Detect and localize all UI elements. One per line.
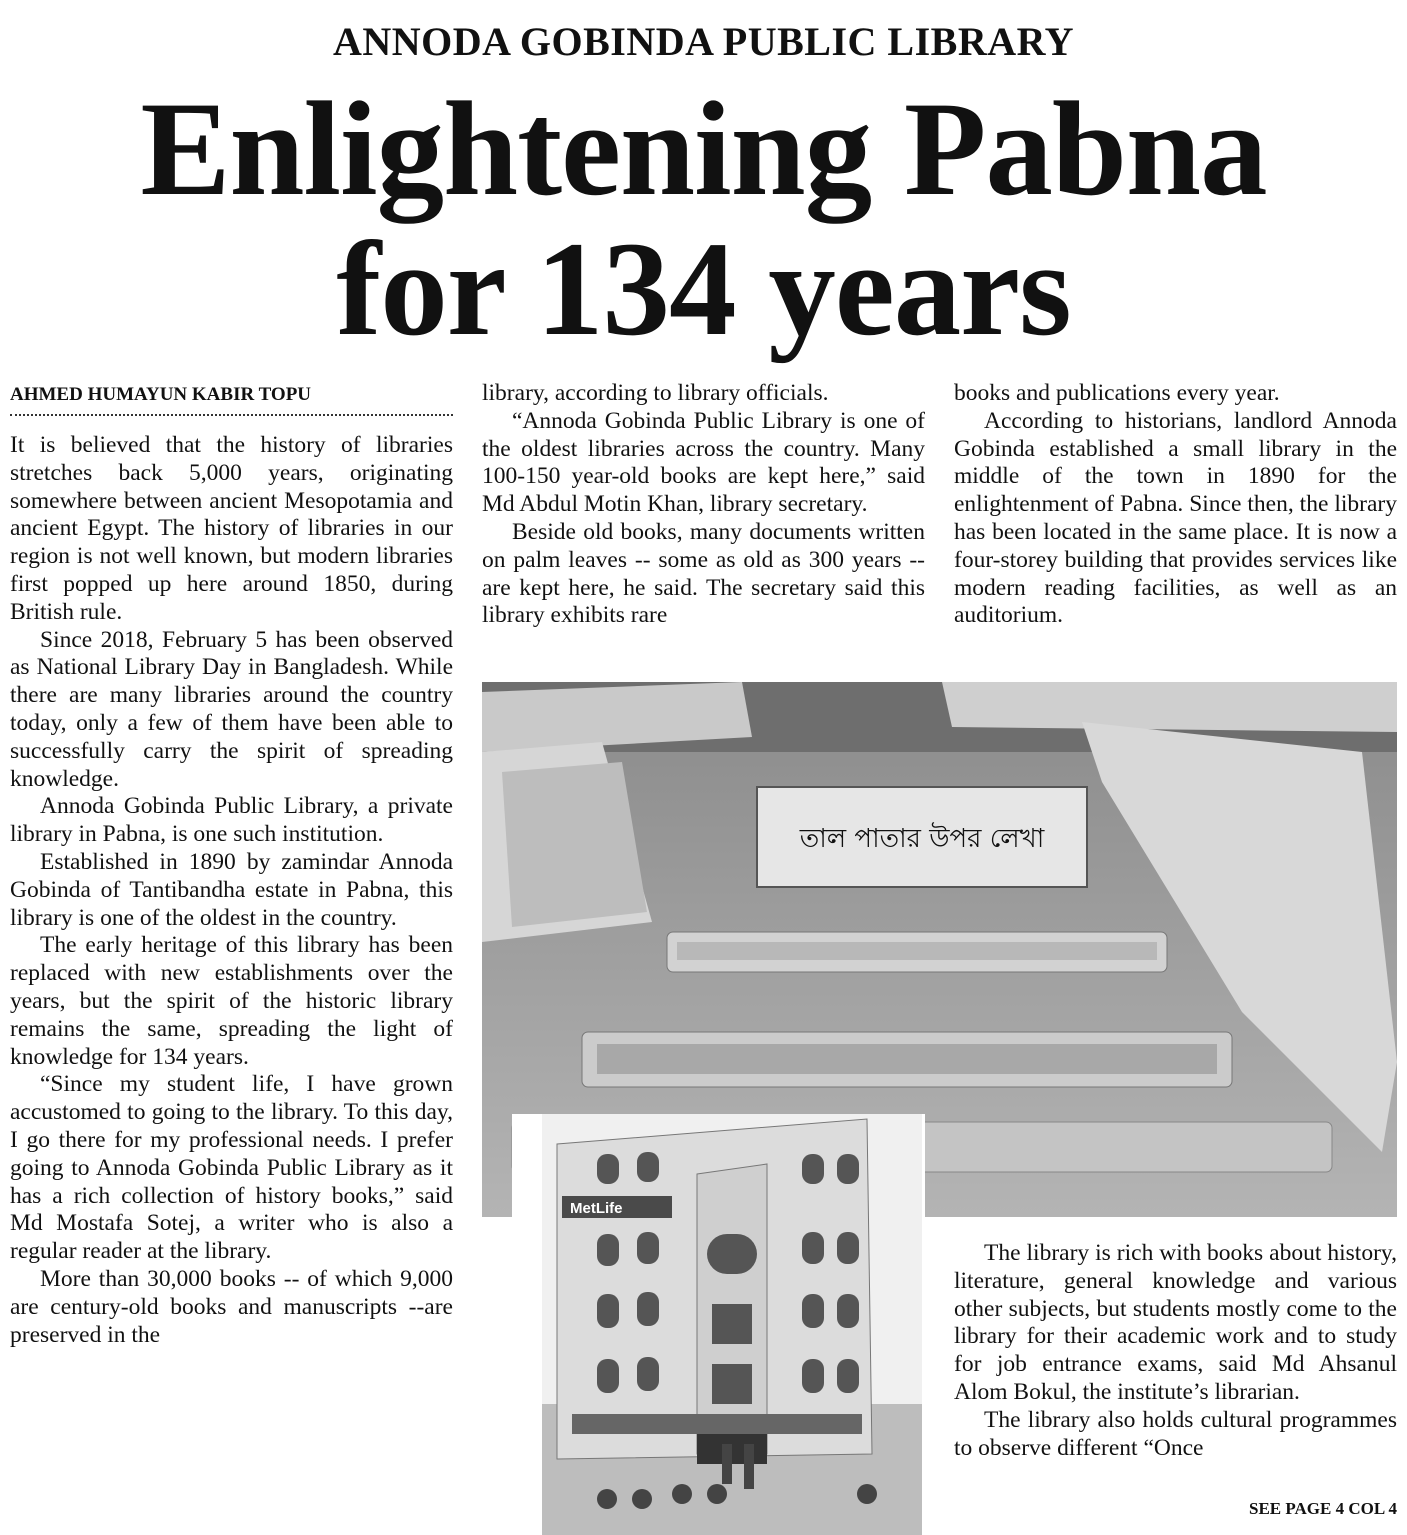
- building-shop-sign: MetLife: [570, 1200, 623, 1217]
- article-column-3-bottom: [954, 1240, 1397, 1502]
- byline: AHMED HUMAYUN KABIR TOPU: [10, 384, 453, 416]
- paragraph: books and publications every year.: [954, 380, 1280, 406]
- paragraph: The library also holds cultural programmes to observe different “Once: [954, 1406, 1397, 1461]
- library-building-photo: [512, 1114, 925, 1535]
- exhibit-sign-text: তাল পাতার উপর লেখা: [799, 824, 1045, 854]
- library-building-illustration: [512, 1114, 925, 1535]
- paragraph: Since 2018, February 5 has been observed as National Library Day in Bangladesh. While there are many libraries around the country today, only a few of them have been able to successfully carry the spirit of spreading knowledge.: [10, 626, 453, 792]
- paragraph: library, according to library officials.: [482, 380, 829, 406]
- paragraph: More than 30,000 books -- of which 9,000 are century-old books and manuscripts --are preserved in the: [10, 1265, 453, 1348]
- paragraph: Established in 1890 by zamindar Annoda Gobinda of Tantibandha estate in Pabna, this library is one of the oldest in the country.: [10, 848, 453, 931]
- headline-line-1: Enlightening Pabna: [140, 75, 1267, 224]
- jump-line: SEE PAGE 4 COL 4: [1249, 1499, 1397, 1518]
- paragraph: “Annoda Gobinda Public Library is one of the oldest libraries across the country. Many 100-150 year-old books are kept here,” said Md Abdul Motin Khan, library secretary.: [482, 407, 925, 518]
- paragraph: According to historians, landlord Annoda Gobinda established a small library in the middle of the town in 1890 for the enlightenment of Pabna. Since then, the library has been located in the same place. It is now a four-storey building that provides services like modern reading facilities, as well as an auditorium.: [954, 407, 1397, 629]
- paragraph: The early heritage of this library has been replaced with new establishments over the years, but the spirit of the historic library remains the same, spreading the light of knowledge for 134 years.: [10, 932, 453, 1070]
- article-column-1: [10, 432, 453, 1532]
- paragraph: Beside old books, many documents written on palm leaves -- some as old as 300 years -- are kept here, he said. The secretary said this library exhibits rare: [482, 518, 925, 629]
- kicker: ANNODA GOBINDA PUBLIC LIBRARY: [333, 19, 1074, 64]
- article-column-3-top: [954, 380, 1397, 670]
- headline: [0, 75, 1407, 364]
- paragraph: Annoda Gobinda Public Library, a private library in Pabna, is one such institution.: [10, 793, 453, 848]
- paragraph: “Since my student life, I have grown accustomed to going to the library. To this day, I go there for my professional needs. I prefer going to Annoda Gobinda Public Library as it has a rich collection of history books,” said Md Mostafa Sotej, a writer who is also a regular reader at the library.: [10, 1071, 453, 1265]
- article-column-2: [482, 380, 925, 670]
- paragraph: The library is rich with books about history, literature, general knowledge and various other subjects, but students mostly come to the library for their academic work and to study for job entrance exams, said Md Ahsanul Alom Bokul, the institute’s librarian.: [954, 1240, 1397, 1405]
- paragraph: It is believed that the history of libraries stretches back 5,000 years, originating somewhere between ancient Mesopotamia and ancient Egypt. The history of libraries in our region is not well known, but modern libraries first popped up here around 1850, during British rule.: [10, 432, 453, 625]
- headline-line-2: for 134 years: [336, 215, 1071, 364]
